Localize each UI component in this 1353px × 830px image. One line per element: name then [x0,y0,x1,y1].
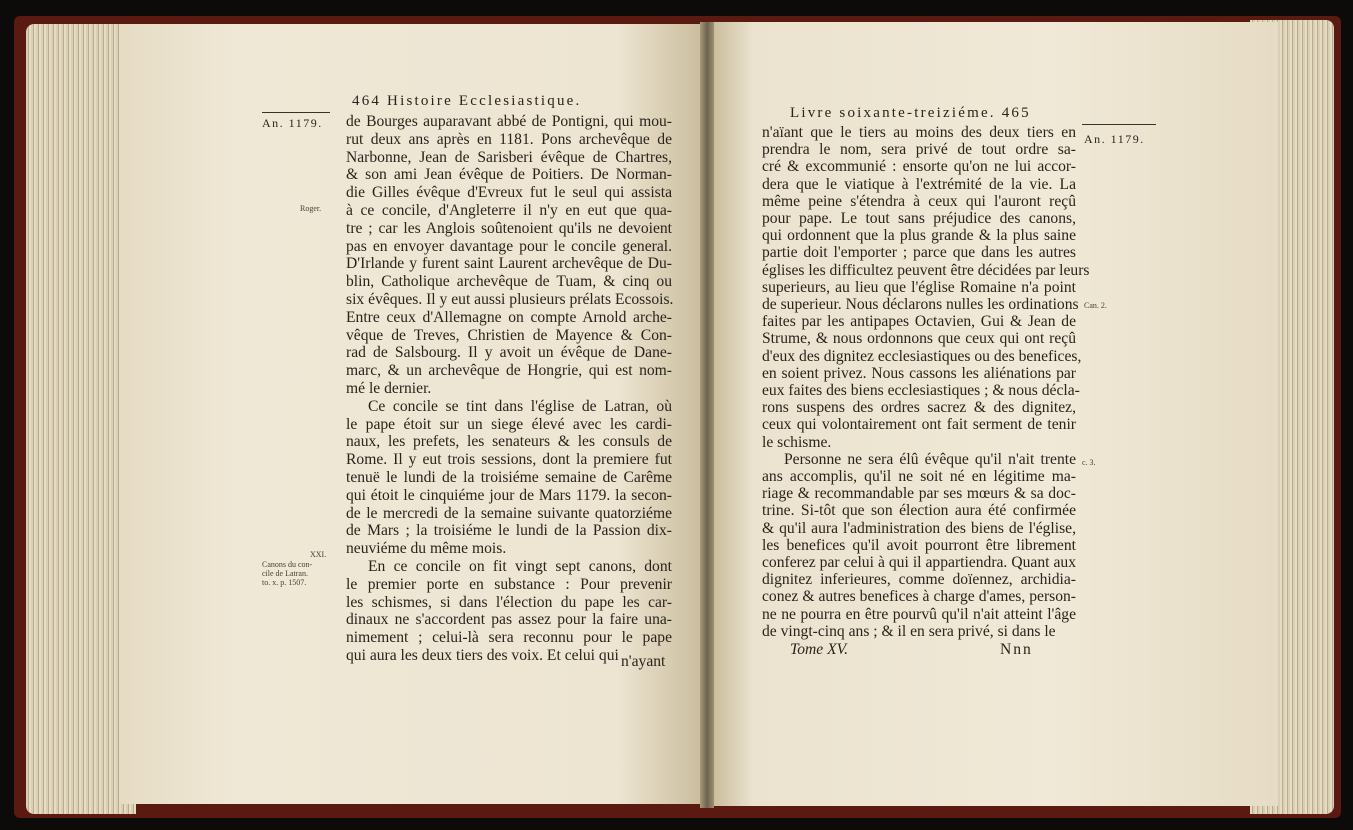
text-line: Strume, & nous ordonnons que ceux qui ont reçû [762,330,1076,348]
text-line: pour pape. Le tout sans préjudice des canons, [762,210,1076,227]
margin-note-canons-1: Canons du con- [262,560,313,569]
right-footer-volume: Tome XV. [790,641,849,658]
margin-note-roger: Roger. [300,204,322,213]
text-line: D'Irlande y furent saint Laurent archevêque de Du- [346,255,672,273]
text-line: faites par les antipapes Octavien, Gui & Jean de [762,313,1076,331]
text-line: rons suspens des ordres sacrez & des dignitez, [762,399,1076,417]
text-line: Entre ceux d'Allemagne on compte Arnold arche- [346,308,672,326]
text-line: & qu'il aura l'administration des biens de l'église, [762,519,1076,537]
text-line: mé le dernier. [346,380,432,397]
margin-note-c3: c. 3. [1082,458,1096,467]
text-line: de Mars ; la troisiéme le lundi de la Passion dix- [346,522,672,540]
text-line: prendra le nom, sera privé de tout ordre sa- [762,141,1076,159]
text-line: d'eux des dignitez ecclesiastiques ou des benefices, [762,347,1082,365]
text-line: le schisme. [762,433,832,451]
text-line: qui étoit le cinquiéme jour de Mars 1179. la secon- [346,486,672,504]
text-line: partie doit l'emporter ; parce que dans les autres [762,244,1076,262]
left-year-note: An. 1179. [262,116,323,130]
text-line: qui aura les deux tiers des voix. Et celui qui [346,647,619,664]
left-catchword: n'ayant [621,653,666,670]
text-line: tenuë le lundi de la troisiéme semaine de Carême [346,469,672,486]
text-line: le premier porte en substance : Pour prevenir [346,575,672,593]
text-line: & son ami Jean évêque de Poitiers. De Norman- [346,166,672,184]
text-line: blin, Catholique archevêque de Tuam, & cinq ou [346,273,672,291]
text-line: les benefices qu'il avoit pourront être librement [762,536,1076,554]
text-line: riage & recommandable par ses mœurs & sa doc- [762,485,1076,503]
text-line: dignitez inferieures, comme doïennez, archidia- [762,571,1076,589]
text-line: de le mercredi de la semaine suivante quatorziéme [346,504,672,522]
text-line: pas en envoyer davantage pour le concile general. [346,237,672,255]
text-line: vêque de Treves, Christien de Mayence & Con- [346,326,672,344]
margin-note-canons-2: cile de Latran. [262,569,308,578]
margin-note-can2: Can. 2. [1084,301,1107,310]
text-line: à ce concile, d'Angleterre il n'y en eut que qua- [346,202,672,219]
text-line: de vingt-cinq ans ; & il en sera privé, si dans le [762,622,1056,640]
text-line: Rome. Il y eut trois sessions, dont la premiere fut [346,451,672,469]
text-line: six évêques. Il y eut aussi plusieurs prélats Ecossois. [346,291,674,308]
left-year-rule [262,112,330,113]
text-line: rut deux ans après en 1181. Pons archevêque de [346,130,672,148]
text-line: les schismes, si dans l'élection du pape les car- [346,593,672,611]
right-running-header: Livre soixante-treiziéme. 465 [790,105,1031,121]
text-line: ans accomplis, qu'il ne soit né en légitime ma- [762,468,1076,485]
text-line: n'aïant que le tiers au moins des deux tiers en [762,124,1076,141]
text-line: dinaux ne s'accordent pas assez pour la faire una- [346,611,672,629]
margin-note-canons-3: to. x. p. 1507. [262,578,307,587]
text-line: ceux qui volontairement ont fait serment de tenir [762,416,1076,434]
right-footer-signature: Nnn [1000,641,1033,658]
text-line: même peine s'étendra à ceux qui l'auront reçû [762,192,1076,210]
book-gutter [700,22,714,808]
text-line: Narbonne, Jean de Sarisberi évêque de Chartres, [346,148,672,166]
text-line: cré & excommunié : ensorte qu'on ne lui accor- [762,158,1076,176]
text-line: conferez par celui à qui il appartiendra. Quant aux [762,554,1076,571]
text-line: naux, les prefets, les senateurs & les consuls de [346,433,672,451]
text-line: Personne ne sera élû évêque qu'il n'ait trente [784,450,1076,468]
right-year-note: An. 1179. [1084,132,1145,146]
text-line: eux faites des biens ecclesiastiques ; & nous décla- [762,382,1080,399]
text-line: die Gilles évêque d'Evreux fut le seul qui assista [346,184,672,202]
text-line: le pape étoit sur un siege élevé avec les cardi- [346,415,672,433]
left-running-header: 464 Histoire Ecclesiastique. [352,93,582,109]
margin-note-section: XXI. [310,550,327,559]
text-line: ne ne pourra en être pourvû qu'il n'ait atteint l'âge [762,605,1076,623]
text-line: tre ; car les Anglois soûtenoient qu'ils ne devoient [346,219,672,237]
text-line: églises les difficultez peuvent être décidées par leurs [762,261,1090,279]
text-line: superieurs, au lieu que l'église Romaine n'a point [762,278,1076,296]
text-line: Ce concile se tint dans l'église de Latran, où [368,397,672,415]
text-line: dera que le viatique à l'extrémité de la vie. La [762,175,1076,193]
text-line: trine. Si-tôt que son élection aura été confirmée [762,502,1076,520]
text-line: nimement ; celui-là sera reconnu pour le pape [346,629,672,647]
text-line: neuviéme du même mois. [346,540,507,558]
text-line: marc, & un archevêque de Hongrie, qui est nom- [346,362,672,380]
text-line: de superieur. Nous déclarons nulles les ordinations [762,296,1079,313]
text-line: en soient privez. Nous cassons les aliénations par [762,364,1076,382]
text-line: rad de Salsbourg. Il y avoit un évêque de Dane- [346,344,672,362]
text-line: qui ordonnent que la plus grande & la plus saine [762,227,1076,245]
text-line: de Bourges auparavant abbé de Pontigni, qui mou- [346,113,672,130]
text-line: En ce concile on fit vingt sept canons, dont [368,558,672,575]
right-year-rule [1082,124,1156,125]
text-line: conez & autres benefices à charge d'ames, person- [762,588,1076,606]
